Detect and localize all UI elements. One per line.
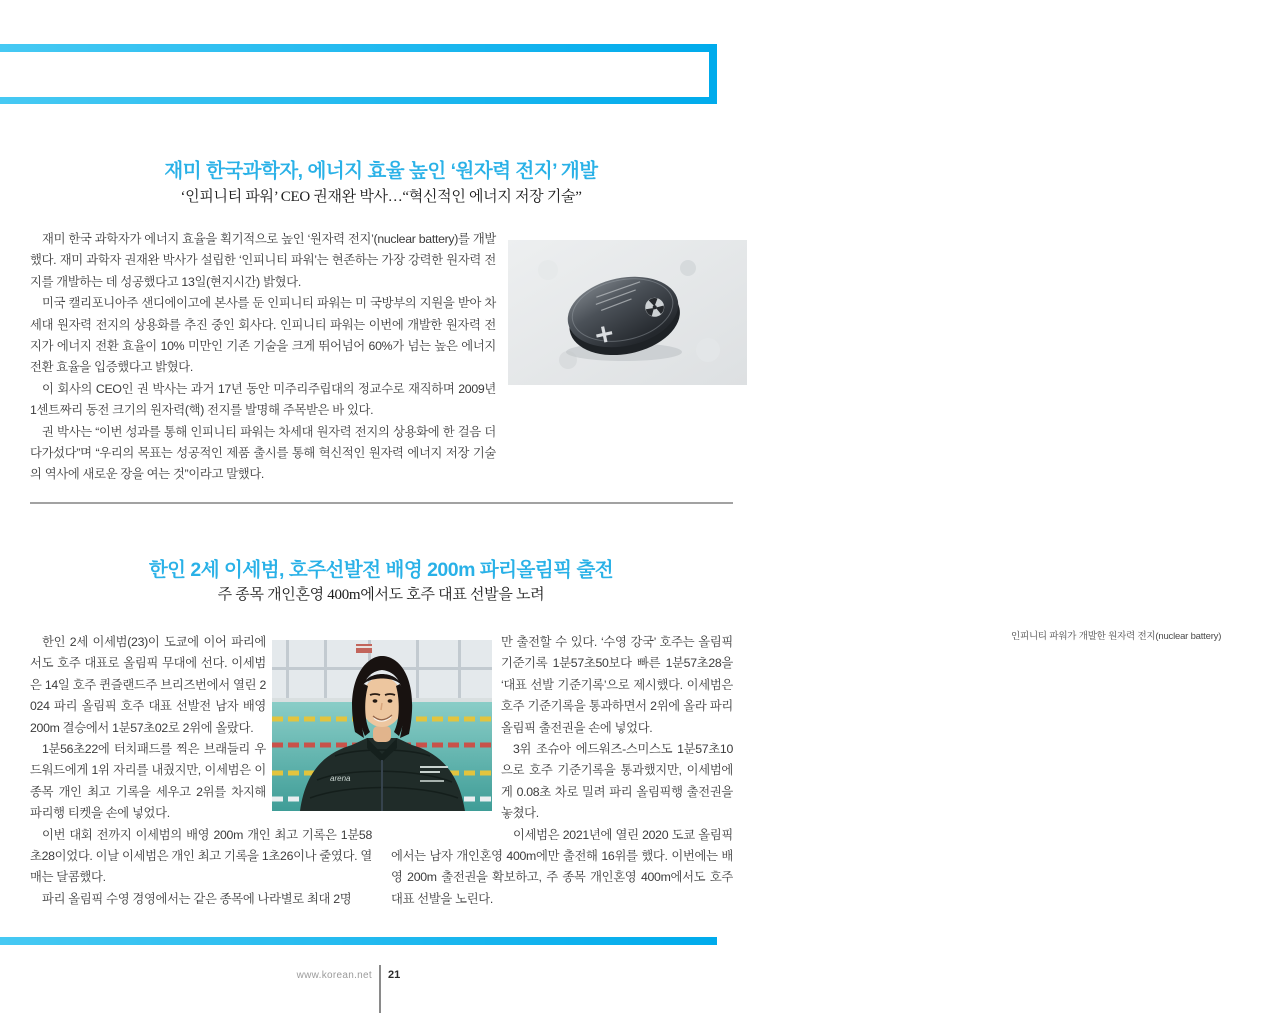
top-banner-bottom-bar xyxy=(0,97,717,104)
page-number: 21 xyxy=(388,969,401,981)
paragraph: 한인 2세 이세범(23)이 도쿄에 이어 파리에서도 호주 대표로 올림픽 무대에 선다. 이세범은 14일 호주 퀸즐랜드주 브리즈번에서 열린 2024 파리 올림픽 호주 대표 선발전 남자 배영 200m 결승에서 1분57초02로 2위에 올랐다. xyxy=(30,635,266,735)
paragraph: 이번 대회 전까지 이세범의 배영 200m 개인 최고 기록은 1분58초28이었다. 이날 이세범은 개인 최고 기록을 1초26이나 줄였다. 열매는 달콤했다. xyxy=(30,827,372,885)
top-banner-right-edge xyxy=(709,44,717,104)
battery-image xyxy=(508,240,747,385)
paragraph: 미국 캘리포니아주 샌디에이고에 본사를 둔 인피니티 파워는 미 국방부의 지원을 받아 차세대 원자력 전지의 상용화를 추진 중인 회사다. 인피니티 파워는 이번에 개발한 원자력 전지가 에너지 전환 효율이 10% 미만인 기존 기술을 크게 뛰어넘어 60%가 넘는 높은 에너지 전환 효율을 입증했다고 밝혔다. xyxy=(30,296,496,375)
battery-caption: 인피니티 파워가 개발한 원자력 전지(nuclear battery) xyxy=(1011,631,1222,642)
article1-body xyxy=(30,229,496,486)
flag xyxy=(356,644,372,653)
paragraph: 3위 조슈아 에드워즈-스미스도 1분57초10으로 호주 기준기록을 통과했지만, 이세범에게 0.08초 차로 밀려 파리 올림픽행 출전권을 놓쳤다. xyxy=(501,742,733,821)
paragraph: 만 출전할 수 있다. ‘수영 강국’ 호주는 올림픽 기준기록 1분57초50보다 빠른 1분57초28을 ‘대표 선발 기준기록’으로 제시했다. 이세범은 호주 기준기록을 통과하면서 2위에 올라 파리 올림픽 출전권을 손에 넣었다. xyxy=(501,635,733,735)
paragraph: 권 박사는 “이번 성과를 통해 인피니티 파워는 차세대 원자력 전지의 상용화에 한 걸음 더 다가섰다”며 “우리의 목표는 성공적인 제품 출시를 통해 혁신적인 원자력 에너지 저장 기술의 역사에 새로운 장을 여는 것”이라고 말했다. xyxy=(30,424,496,482)
battery-photo xyxy=(508,240,1222,642)
footer-divider xyxy=(379,965,381,1013)
article2-subtitle: 주 종목 개인혼영 400m에서도 호주 대표 선발을 노려 xyxy=(217,587,545,603)
article2-title: 한인 2세 이세범, 호주선발전 배영 200m 파리올림픽 출전 xyxy=(148,559,614,581)
bottom-accent-bar xyxy=(0,937,717,945)
paragraph: 재미 한국 과학자가 에너지 효율을 획기적으로 높인 ‘원자력 전지’(nuclear battery)를 개발했다. 재미 과학자 권재완 박사가 설립한 ‘인피니티 파워’는 현존하는 가장 강력한 원자력 전지를 개발하는 데 성공했다고 13일(현지시간) 밝혔다. xyxy=(30,232,496,289)
paragraph: 이 회사의 CEO인 권 박사는 과거 17년 동안 미주리주립대의 정교수로 재직하며 2009년 1센트짜리 동전 크기의 원자력(핵) 전지를 발명해 주목받은 바 있다. xyxy=(30,381,496,418)
paragraph: 이세범은 2021년에 열린 2020 도쿄 올림픽에서는 남자 개인혼영 400m에만 출전해 16위를 했다. 이번에는 배영 200m 출전권을 확보하고, 주 종목 개인혼영 400m에서도 호주 대표 선발을 노린다. xyxy=(391,827,733,906)
top-banner-bar xyxy=(0,44,717,52)
svg-text:arena: arena xyxy=(330,774,351,783)
swimmer-photo xyxy=(272,640,492,811)
article1-subtitle: ‘인피니티 파워’ CEO 권재완 박사…“혁신적인 에너지 저장 기술” xyxy=(180,189,582,205)
paragraph: 파리 올림픽 수영 경영에서는 같은 종목에 나라별로 최대 2명 xyxy=(42,891,352,906)
swimmer-image xyxy=(272,640,492,811)
footer-site-url: www.korean.net xyxy=(296,970,372,981)
paragraph: 1분56초22에 터치패드를 찍은 브래들리 우드워드에게 1위 자리를 내줬지만, 이세범은 이 종목 개인 최고 기록을 세우고 2위를 차지해 파리행 티켓을 손에 넣었다. xyxy=(30,742,266,821)
article1-title: 재미 한국과학자, 에너지 효율 높인 ‘원자력 전지’ 개발 xyxy=(164,160,598,182)
section-divider xyxy=(30,502,733,504)
